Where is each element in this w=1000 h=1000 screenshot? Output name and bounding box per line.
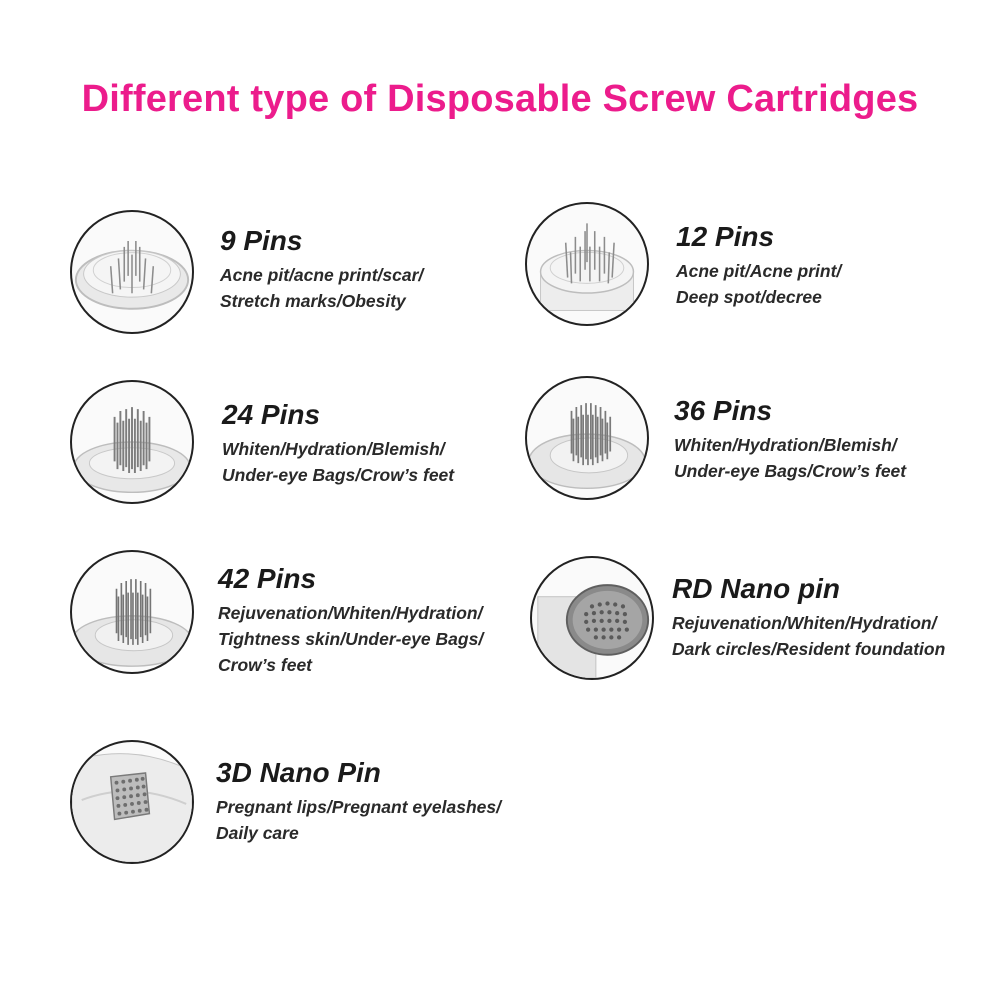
cartridge-rd-nano-pin-image (530, 556, 654, 680)
cartridge-36-pins-line-1: Whiten/Hydration/Blemish/ (674, 435, 897, 455)
cartridge-42-pins-name: 42 Pins (218, 563, 317, 594)
page-title: Different type of Disposable Screw Cartridges (81, 78, 919, 120)
cartridge-24-pins-name: 24 Pins (222, 399, 321, 430)
cartridge-36-pins-name: 36 Pins (674, 395, 773, 426)
cartridge-rd-nano-pin-line-1: Rejuvenation/Whiten/Hydration/ (672, 613, 937, 633)
cartridge-rd-nano-pin-name: RD Nano pin (672, 573, 840, 604)
cartridge-36-pins-line-2: Under-eye Bags/Crow’s feet (674, 461, 907, 481)
cartridge-3d-nano-pin-line-1: Pregnant lips/Pregnant eyelashes/ (216, 797, 501, 817)
cartridge-12-pins-name: 12 Pins (676, 221, 775, 252)
cartridge-12-pins-line-2: Deep spot/decree (676, 287, 822, 307)
cartridge-42-pins-image (70, 550, 194, 674)
cartridge-24-pins-image (70, 380, 194, 504)
cartridge-12-pins-image (525, 202, 649, 326)
cartridge-9-pins-line-2: Stretch marks/Obesity (220, 291, 406, 311)
cartridge-9-pins-name: 9 Pins (220, 225, 303, 256)
cartridge-3d-nano-pin-image (70, 740, 194, 864)
cartridge-24-pins-line-2: Under-eye Bags/Crow’s feet (222, 465, 455, 485)
cartridge-36-pins-image (525, 376, 649, 500)
cartridge-3d-nano-pin-name: 3D Nano Pin (216, 757, 381, 788)
cartridge-3d-nano-pin-line-2: Daily care (216, 823, 299, 843)
cartridge-42-pins-line-1: Rejuvenation/Whiten/Hydration/ (218, 603, 483, 623)
cartridge-42-pins-line-3: Crow’s feet (218, 655, 313, 675)
cartridge-9-pins-image (70, 210, 194, 334)
cartridge-12-pins-line-1: Acne pit/Acne print/ (676, 261, 842, 281)
cartridge-9-pins-line-1: Acne pit/acne print/scar/ (220, 265, 424, 285)
cartridge-42-pins-line-2: Tightness skin/Under-eye Bags/ (218, 629, 484, 649)
cartridge-rd-nano-pin-line-2: Dark circles/Resident foundation (672, 639, 946, 659)
cartridge-24-pins-line-1: Whiten/Hydration/Blemish/ (222, 439, 445, 459)
